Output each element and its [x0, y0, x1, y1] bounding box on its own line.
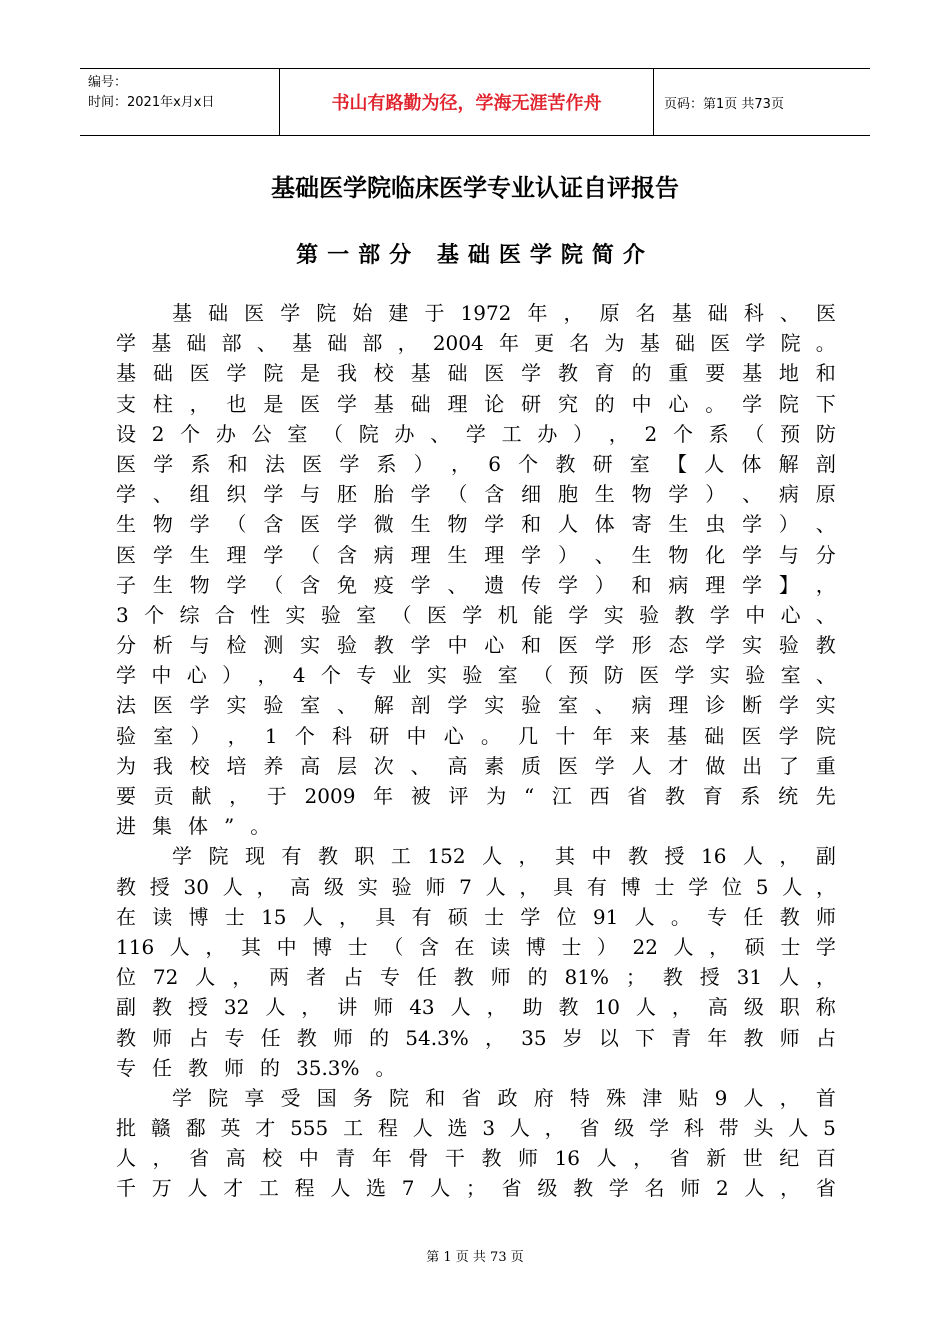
- paragraph-line: 专 任 教 师 的 35.3% 。: [116, 1055, 396, 1080]
- header-page-info: 页码：第1页 共73页: [664, 96, 784, 112]
- paragraph-line: 学 中 心 ） ， 4 个 专 业 实 验 室 （ 预 防 医 学 实 验 室 、: [116, 663, 836, 688]
- header-motto: 书山有路勤为径，学海无涯苦作舟: [280, 69, 654, 135]
- paragraph-line: 进 集 体 ” 。: [116, 814, 271, 839]
- paragraph-line: 在 读 博 士 15 人 ， 具 有 硕 士 学 位 91 人 。 专 任 教 师: [116, 904, 836, 929]
- paragraph-line: 分 析 与 检 测 实 验 教 学 中 心 和 医 学 形 态 学 实 验 教: [116, 633, 836, 658]
- paragraph-line: 人 ， 省 高 校 中 青 年 骨 干 教 师 16 人 ， 省 新 世 纪 百: [116, 1146, 836, 1171]
- paragraph-line: 116 人 ， 其 中 博 士 （ 含 在 读 博 士 ） 22 人 ， 硕 士 学: [116, 934, 836, 959]
- paragraph-line: 副 教 授 32 人 ， 讲 师 43 人 ， 助 教 10 人 ， 高 级 职 称: [116, 995, 836, 1020]
- paragraph-line: 设 2 个 办 公 室 （ 院 办 、 学 工 办 ） ， 2 个 系 （ 预 防: [116, 421, 836, 446]
- paragraph-line: 学 院 现 有 教 职 工 152 人 ， 其 中 教 授 16 人 ， 副: [172, 844, 836, 869]
- paragraph-line: 3 个 综 合 性 实 验 室 （ 医 学 机 能 学 实 验 教 学 中 心 、: [116, 602, 836, 627]
- paragraph-line: 医 学 生 理 学 （ 含 病 理 生 理 学 ） 、 生 物 化 学 与 分: [116, 542, 836, 567]
- paragraph-line: 学 、 组 织 学 与 胚 胎 学 （ 含 细 胞 生 物 学 ） 、 病 原: [116, 482, 836, 507]
- paragraph-line: 法 医 学 实 验 室 、 解 剖 学 实 验 室 、 病 理 诊 断 学 实: [116, 693, 836, 718]
- paragraph-line: 子 生 物 学 （ 含 免 疫 学 、 遗 传 学 ） 和 病 理 学 】 ，: [116, 572, 836, 597]
- paragraph-line: 学 院 享 受 国 务 院 和 省 政 府 特 殊 津 贴 9 人 ， 首: [172, 1085, 836, 1110]
- header-meta: [80, 69, 280, 135]
- paragraph-line: 要 贡 献 ， 于 2009 年 被 评 为 “ 江 西 省 教 育 系 统 先: [116, 784, 836, 808]
- section-title: 第一部分 基础医学院简介: [296, 242, 654, 268]
- document-number-label: 编号：: [88, 75, 128, 90]
- paragraph-line: 基 础 医 学 院 是 我 校 基 础 医 学 教 育 的 重 要 基 地 和: [116, 361, 836, 386]
- paragraph-line: 学 基 础 部 、 基 础 部 ， 2004 年 更 名 为 基 础 医 学 院 。: [116, 331, 836, 356]
- document-header: [80, 68, 870, 136]
- paragraph-line: 千 万 人 才 工 程 人 选 7 人 ； 省 级 教 学 名 师 2 人 ， 省: [116, 1176, 836, 1201]
- paragraph-line: 为 我 校 培 养 高 层 次 、 高 素 质 医 学 人 才 做 出 了 重: [116, 753, 836, 778]
- document-title: 基础医学院临床医学专业认证自评报告: [271, 173, 679, 202]
- paragraph-line: 支 柱 ， 也 是 医 学 基 础 理 论 研 究 的 中 心 。 学 院 下: [116, 391, 836, 416]
- paragraph-line: 医 学 系 和 法 医 学 系 ） ， 6 个 教 研 室 【 人 体 解 剖: [116, 451, 836, 476]
- paragraph-line: 批 赣 鄱 英 才 555 工 程 人 选 3 人 ， 省 级 学 科 带 头 人 5: [116, 1116, 836, 1141]
- paragraph-line: 生 物 学 （ 含 医 学 微 生 物 学 和 人 体 寄 生 虫 学 ） 、: [116, 512, 836, 537]
- paragraph-line: 位 72 人 ， 两 者 占 专 任 教 师 的 81% ； 教 授 31 人 ，: [116, 965, 836, 990]
- document-date-label: 时间：2021年x月x日: [88, 95, 215, 110]
- document-body: [116, 298, 836, 1204]
- paragraph-line: 基 础 医 学 院 始 建 于 1972 年 ， 原 名 基 础 科 、 医: [172, 301, 836, 325]
- paragraph-line: 验 室 ） ， 1 个 科 研 中 心 。 几 十 年 来 基 础 医 学 院: [116, 723, 836, 748]
- paragraph-line: 教 授 30 人 ， 高 级 实 验 师 7 人 ， 具 有 博 士 学 位 5 人 ，: [116, 874, 836, 899]
- paragraph-line: 教 师 占 专 任 教 师 的 54.3% ， 35 岁 以 下 青 年 教 师 占: [116, 1025, 836, 1050]
- page-footer: 第 1 页 共 73 页: [426, 1250, 524, 1265]
